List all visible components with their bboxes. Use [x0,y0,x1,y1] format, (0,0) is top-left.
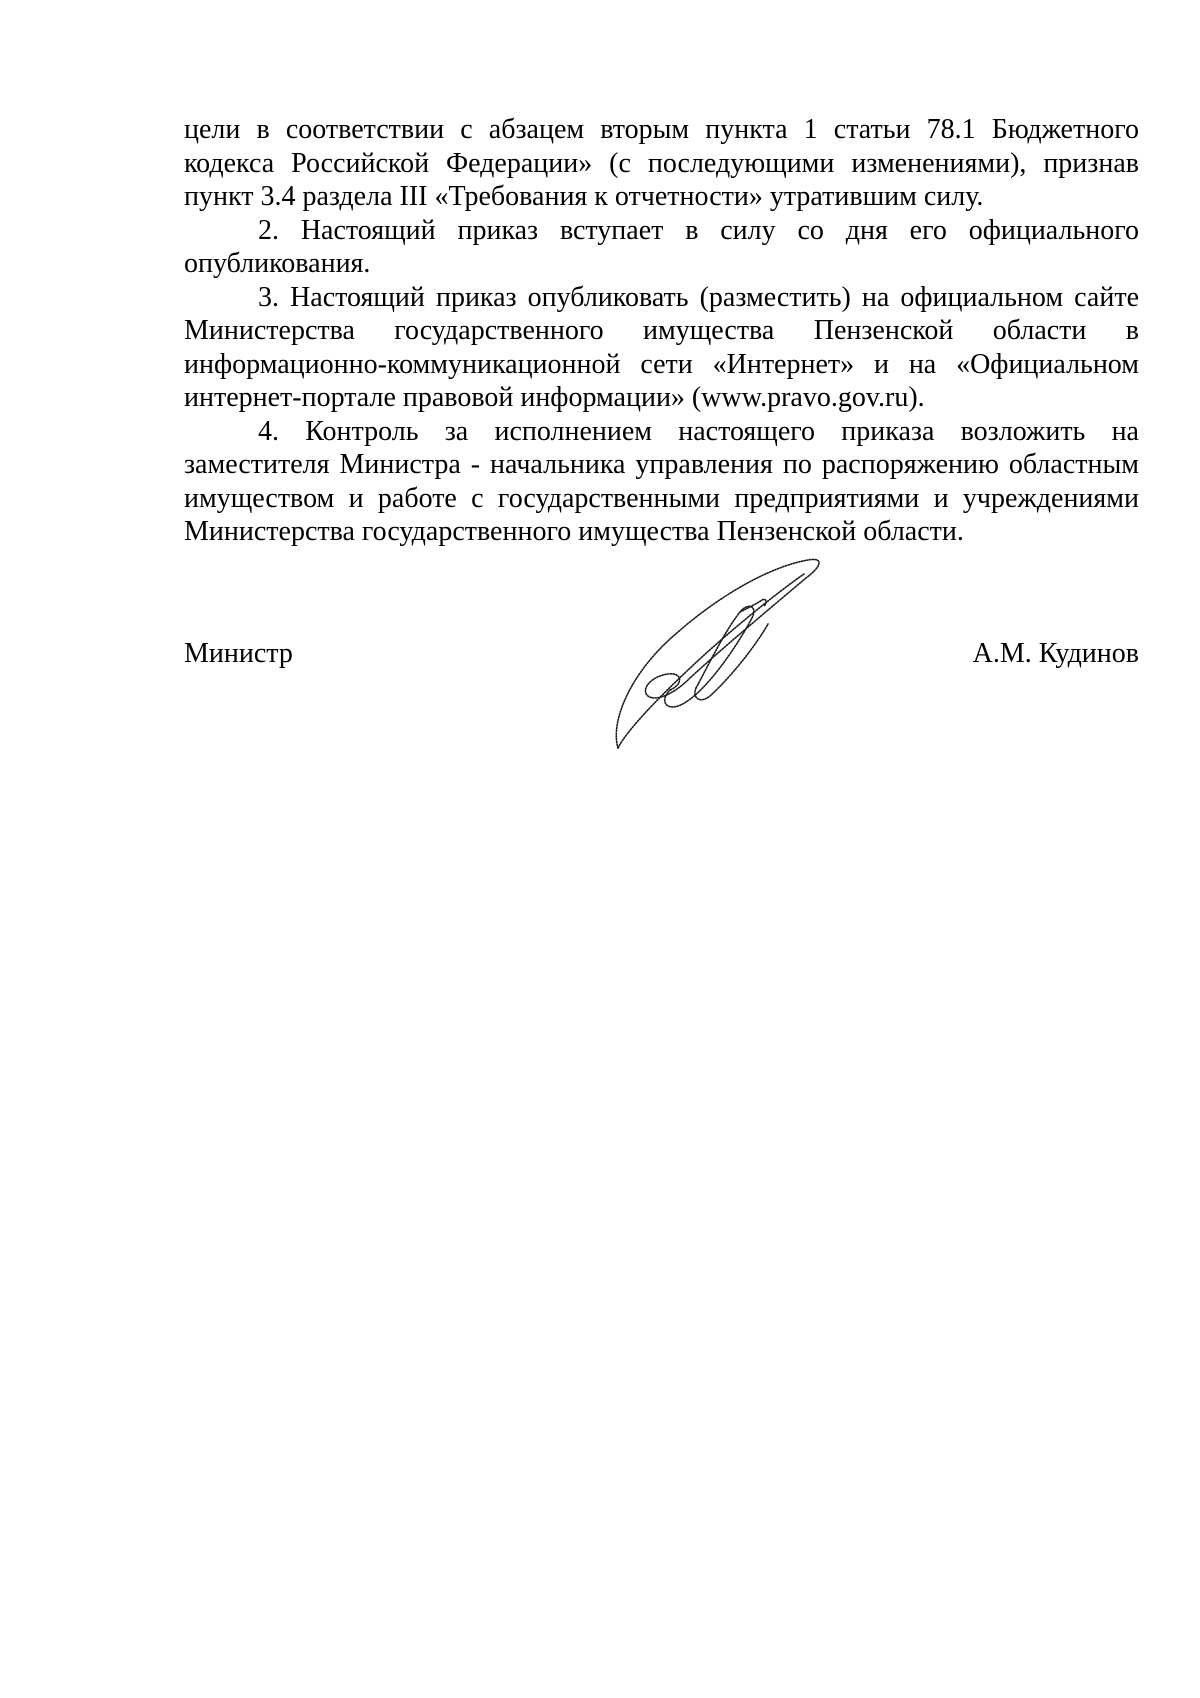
paragraph-item-4: 4. Контроль за исполнением настоящего приказа возложить на заместителя Министра - начальника управления по распоряжению областным имуществом и работе с государственными предприятиями и учреждениями Министерства государственного имущества Пензенской области. [184,415,1139,547]
paragraph-item-2: 2. Настоящий приказ вступает в силу со дня его официального опубликования. [184,214,1139,279]
handwritten-signature [608,552,828,762]
paragraph-item-3: 3. Настоящий приказ опубликовать (разместить) на официальном сайте Министерства государственного имущества Пензенской области в информационно-коммуникационной сети «Интернет» и на «Официальном интернет-портале правовой информации» (www.pravo.gov.ru). [184,281,1139,413]
document-body [184,113,1139,549]
signatory-name: А.М. Кудинов [972,638,1139,669]
paragraph-continuation: цели в соответствии с абзацем вторым пункта 1 статьи 78.1 Бюджетного кодекса Российской Федерации» (с последующими изменениями), признав пункт 3.4 раздела III «Требования к отчетности» утратившим силу. [184,114,1139,212]
signatory-title: Министр [184,638,293,669]
